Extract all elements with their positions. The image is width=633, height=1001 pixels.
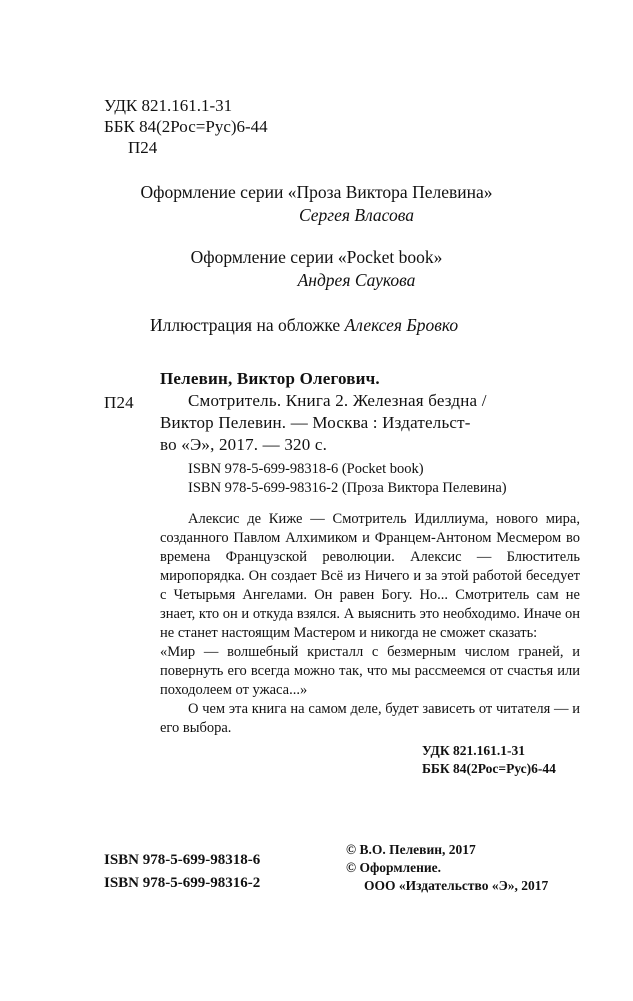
annotation-paragraph-1: Алексис де Киже — Смотритель Идиллиума, нового мира, созданного Павлом Алхимиком и Францем-Антоном Месмером во времена Французской революции. Алексис — Блюститель миропорядка. Он создает Всё из Ничего и за этой работой беседует с Четырьмя Ангелами. Он равен Богу. Но... Смотритель сам не знает, кто он и откуда взялся. А выяснить это необходимо. Иначе он не станет настоящим Мастером и никогда не сможет сказать: bbox=[160, 511, 580, 641]
udk-code: УДК 821.161.1-31 bbox=[104, 96, 233, 115]
copyright-publisher: ООО «Издательство «Э», 2017 bbox=[364, 878, 549, 893]
cover-illustration-credit bbox=[150, 314, 458, 336]
annotation bbox=[160, 510, 580, 738]
catalog-udk: УДК 821.161.1-31 bbox=[422, 743, 525, 758]
author-mark: П24 bbox=[128, 138, 158, 157]
catalog-bbk: ББК 84(2Рос=Рус)6-44 bbox=[422, 761, 556, 776]
catalog-description-line-1: Смотритель. Книга 2. Железная бездна / bbox=[188, 391, 487, 410]
bbk-code: ББК 84(2Рос=Рус)6-44 bbox=[104, 117, 268, 136]
series-designer-1: Сергея Власова bbox=[298, 205, 414, 225]
catalog-isbn-1: ISBN 978-5-699-98318-6 (Pocket book) bbox=[188, 461, 424, 477]
annotation-paragraph-3: О чем эта книга на самом деле, будет зависеть от читателя — и его выбора. bbox=[160, 701, 580, 736]
annotation-paragraph-2: «Мир — волшебный кристалл с безмерным числом граней, и повернуть его всегда можно так, что мы рассмеемся от счастья или походолеем от ужаса...» bbox=[160, 644, 580, 698]
cover-illustration-label: Иллюстрация на обложке bbox=[150, 315, 341, 335]
catalog-description-line-2: Виктор Пелевин. — Москва : Издательст- bbox=[160, 413, 471, 432]
series-designer-2: Андрея Саукова bbox=[297, 270, 416, 290]
cover-illustrator: Алексея Бровко bbox=[344, 315, 459, 335]
catalog-author-heading: Пелевин, Виктор Олегович. bbox=[160, 369, 380, 388]
footer-isbn-1: ISBN 978-5-699-98318-6 bbox=[104, 852, 261, 868]
copyright-author: © В.О. Пелевин, 2017 bbox=[346, 842, 476, 857]
catalog-isbn-2: ISBN 978-5-699-98316-2 (Проза Виктора Пелевина) bbox=[188, 480, 507, 496]
series-design-credit-2: Оформление серии «Pocket book» bbox=[190, 247, 443, 267]
catalog-author-mark: П24 bbox=[104, 393, 134, 412]
series-design-credit-1: Оформление серии «Проза Виктора Пелевина» bbox=[140, 182, 493, 202]
catalog-description-line-3: во «Э», 2017. — 320 с. bbox=[160, 435, 328, 454]
footer-isbn-2: ISBN 978-5-699-98316-2 bbox=[104, 875, 261, 891]
copyright-design: © Оформление. bbox=[346, 860, 442, 875]
